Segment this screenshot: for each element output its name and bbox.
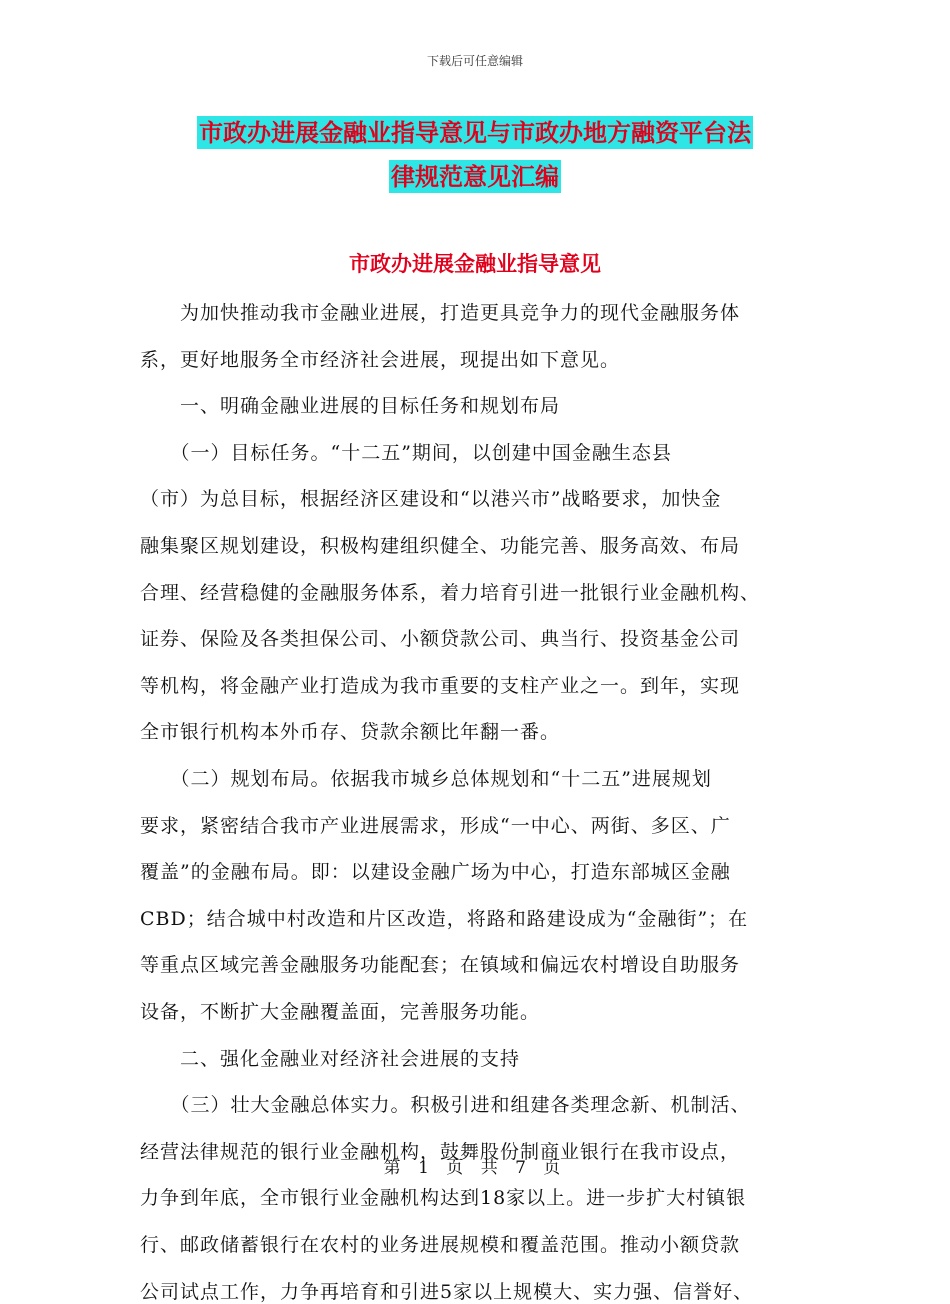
body-line: 为加快推动我市金融业进展，打造更具竞争力的现代金融服务体	[140, 302, 741, 324]
body-line: 系，更好地服务全市经济社会进展，现提出如下意见。	[140, 348, 621, 371]
body-line: 行、邮政储蓄银行在农村的业务进展规模和覆盖范围。推动小额贷款	[140, 1234, 741, 1256]
body-line: 合理、经营稳健的金融服务体系，着力培育引进一批银行业金融机构、	[140, 581, 761, 604]
page-footer: 第 1 页 共 7 页	[383, 1158, 567, 1178]
section-title: 市政办进展金融业指导意见	[349, 251, 601, 276]
body-line: 一、明确金融业进展的目标任务和规划布局	[140, 395, 561, 418]
body-line: 设备，不断扩大金融覆盖面，完善服务功能。	[140, 1001, 541, 1023]
body-line: （三）壮大金融总体实力。积极引进和组建各类理念新、机制活、	[140, 1094, 751, 1117]
body-line: （市）为总目标，根据经济区建设和“以港兴市”战略要求，加快金	[140, 488, 722, 511]
body-line: 证券、保险及各类担保公司、小额贷款公司、典当行、投资基金公司	[140, 628, 741, 651]
body-line: 二、强化金融业对经济社会进展的支持	[140, 1047, 521, 1070]
header-note: 下载后可任意编辑	[426, 54, 523, 68]
body-line: 力争到年底，全市银行业金融机构达到18家以上。进一步扩大村镇银	[140, 1187, 747, 1210]
body-line: CBD；结合城中村改造和片区改造，将路和路建设成为“金融街”；在	[140, 907, 749, 930]
main-title-line-2: 律规范意见汇编	[391, 162, 559, 191]
body-line: （二）规划布局。依据我市城乡总体规划和“十二五”进展规划	[140, 768, 712, 790]
body-line: 覆盖”的金融布局。即：以建设金融广场为中心，打造东部城区金融	[140, 861, 731, 884]
body-line: 经营法律规范的银行业金融机构，鼓舞股份制商业银行在我市设点，	[140, 1140, 741, 1163]
body-line: 等重点区域完善金融服务功能配套；在镇域和偏远农村增设自助服务	[140, 954, 741, 977]
body-line: 要求，紧密结合我市产业进展需求，形成“一中心、两街、多区、广	[140, 814, 731, 837]
body-line: 融集聚区规划建设，积极构建组织健全、功能完善、服务高效、布局	[140, 535, 741, 557]
body-line: 等机构，将金融产业打造成为我市重要的支柱产业之一。到年，实现	[140, 674, 741, 697]
body-line: 全市银行机构本外币存、贷款余额比年翻一番。	[140, 721, 561, 744]
body-line: （一）目标任务。“十二五”期间，以创建中国金融生态县	[140, 441, 672, 464]
main-title-line-1: 市政办进展金融业指导意见与市政办地方融资平台法	[199, 118, 751, 147]
body-line: 公司试点工作，力争再培育和引进5家以上规模大、实力强、信誉好、	[140, 1280, 754, 1303]
